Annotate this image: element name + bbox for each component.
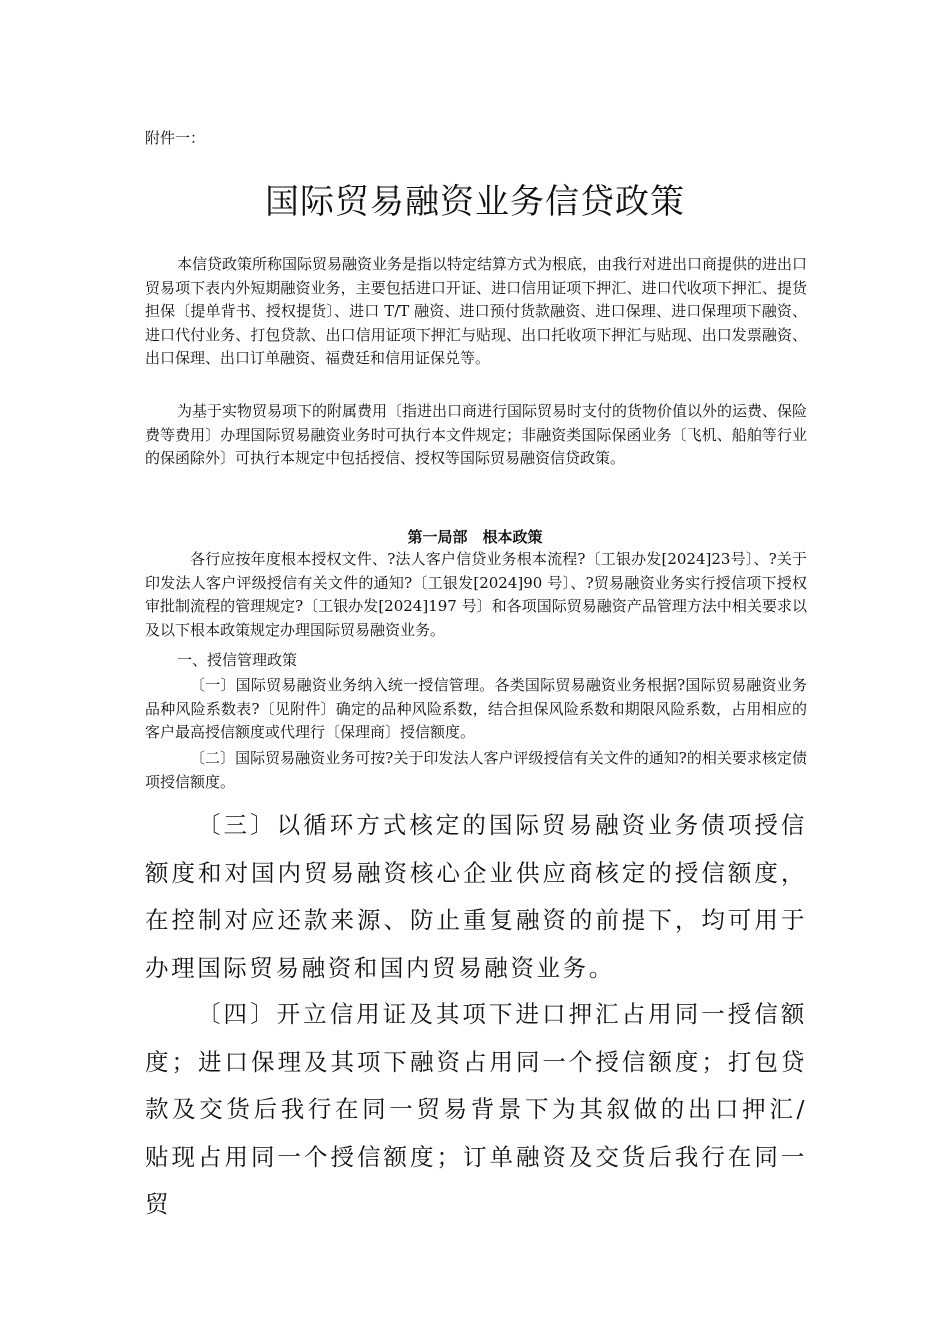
policy-item-3: 〔三〕以循环方式核定的国际贸易融资业务债项授信额度和对国内贸易融资核心企业供应商核定的授信额度，在控制对应还款来源、防止重复融资的前提下，均可用于办理国际贸易融资和国内贸易融资业务。 [145,811,807,982]
policy-item-2: 〔二〕国际贸易融资业务可按?关于印发法人客户评级授信有关文件的通知?的相关要求核定债项授信额度。 [145,749,807,791]
section-intro-paragraph: 各行应按年度根本授权文件、?法人客户信贷业务根本流程?〔工银办发[2024]23号〕、?关于印发法人客户评级授信有关文件的通知?〔工银发[2024]90 号〕、?贸易融资业务实行授信项下授权审批制流程的管理规定?〔工银办发[2024]197 号〕和各项国际贸易融资产品管理方法中相关要求以及以下根本政策规定办理国际贸易融资业务。 [145,550,807,639]
intro-paragraph-1: 本信贷政策所称国际贸易融资业务是指以特定结算方式为根底，由我行对进出口商提供的进出口贸易项下表内外短期融资业务，主要包括进口开证、进口信用证项下押汇、进口代收项下押汇、提货担保〔提单背书、授权提货〕、进口 T/T 融资、进口预付货款融资、进口保理、进口保理项下融资、进口代付业务、打包贷款、出口信用证项下押汇与贴现、出口托收项下押汇与贴现、出口发票融资、出口保理、出口订单融资、福费廷和信用证保兑等。 [145,255,808,368]
policy-item-4: 〔四〕开立信用证及其项下进口押汇占用同一授信额度；进口保理及其项下融资占用同一个授信额度；打包贷款及交货后我行在同一贸易背景下为其叙做的出口押汇/贴现占用同一个授信额度；订单融资及交货后我行在同一贸 [145,1000,807,1218]
subheading-credit-management: 一、授信管理政策 [177,651,298,669]
section-heading: 第一局部 根本政策 [407,528,543,546]
policy-item-1: 〔一〕国际贸易融资业务纳入统一授信管理。各类国际贸易融资业务根据?国际贸易融资业务品种风险系数表?〔见附件〕确定的品种风险系数，结合担保风险系数和期限风险系数，占用相应的客户最高授信额度或代理行〔保理商〕授信额度。 [145,676,807,742]
attachment-label: 附件一： [145,129,206,147]
intro-paragraph-2: 为基于实物贸易项下的附属费用〔指进出口商进行国际贸易时支付的货物价值以外的运费、保险费等费用〕办理国际贸易融资业务时可执行本文件规定；非融资类国际保函业务〔飞机、船舶等行业的保函除外〕可执行本规定中包括授信、授权等国际贸易融资信贷政策。 [145,402,808,468]
document-title: 国际贸易融资业务信贷政策 [265,182,685,222]
